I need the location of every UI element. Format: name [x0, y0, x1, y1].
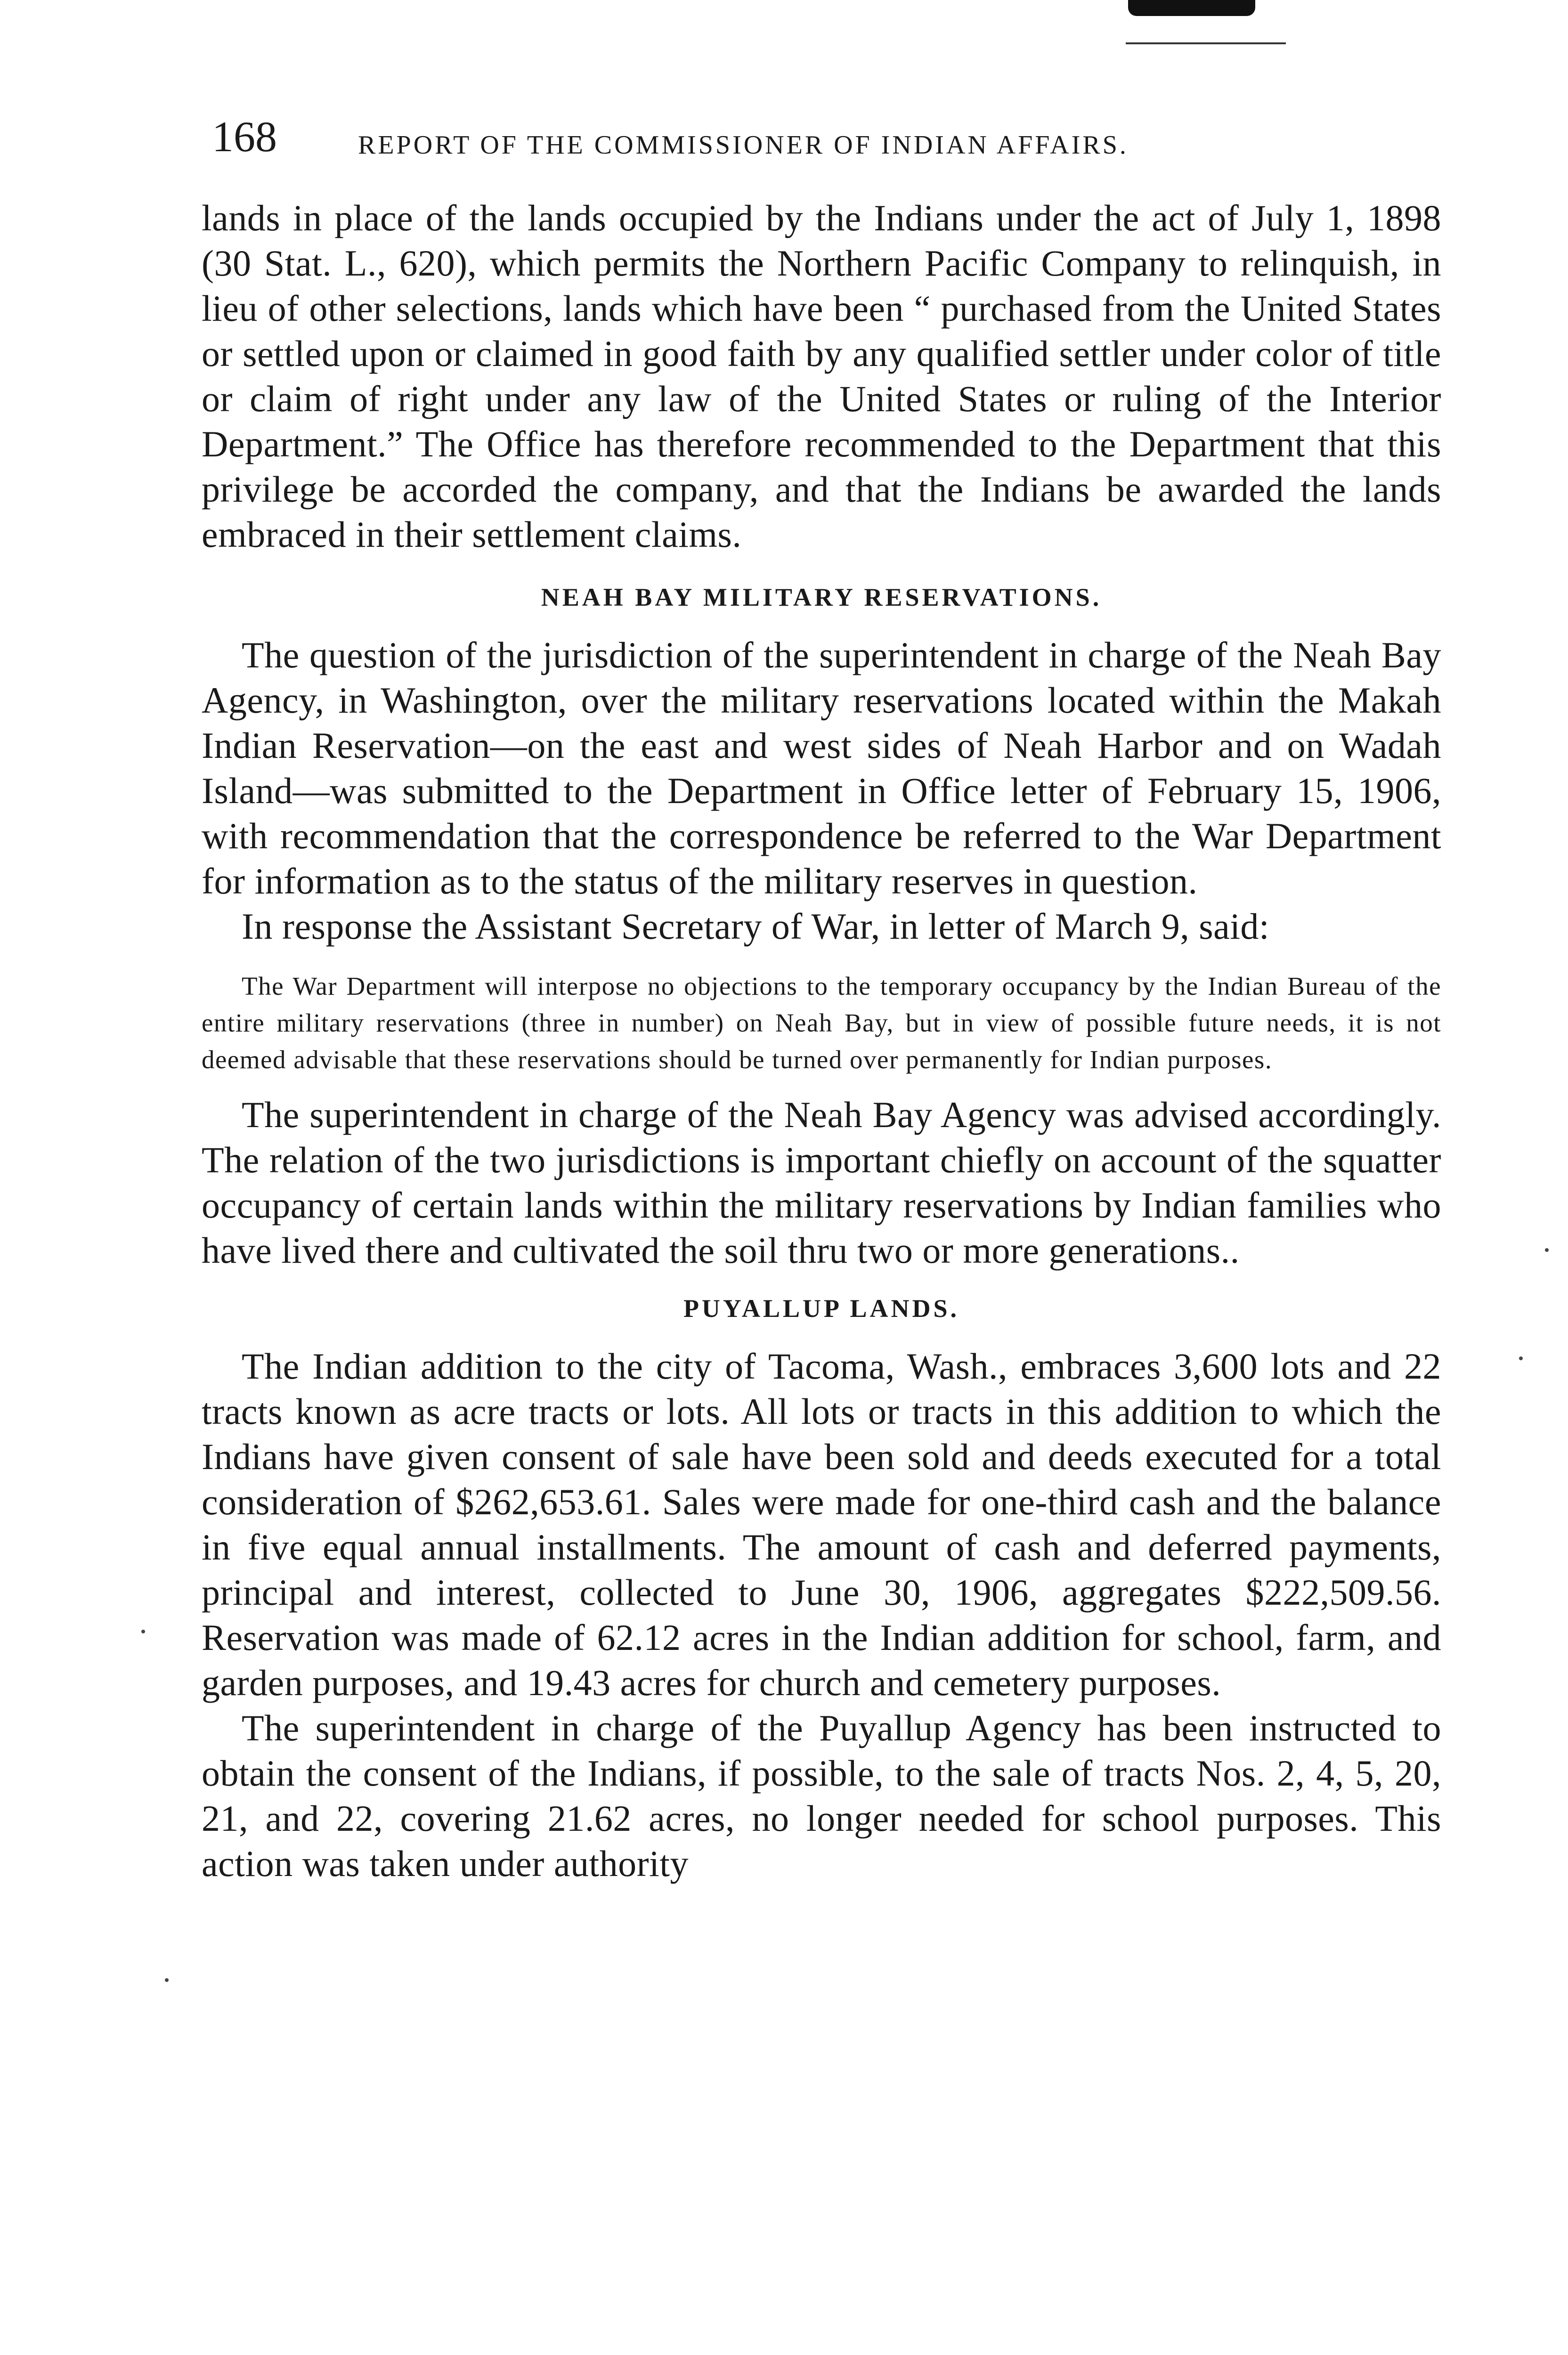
- paragraph-puyallup-agency: The superintendent in charge of the Puyallup Agency has been instructed to obtain the consent of the Indians, if possible, to the sale of tracts Nos. 2, 4, 5, 20, 21, and 22, covering 21.62 acres, no longer needed for school purposes. This action was taken under authority: [202, 1707, 1441, 1884]
- page-number: 168: [212, 113, 277, 161]
- section-heading-puyallup: PUYALLUP LANDS.: [683, 1294, 960, 1323]
- scan-edge-rule: [1126, 42, 1286, 44]
- page-body: [202, 195, 1441, 1886]
- section-heading-neah-bay: NEAH BAY MILITARY RESERVATIONS.: [541, 583, 1102, 611]
- paragraph-neah-bay-question: The question of the jurisdiction of the superintendent in charge of the Neah Bay Agency, in Washington, over the military reservations located within the Makah Indian Reservation—on the east and west sides of Neah Harbor and on Wadah Island—was submitted to the Department in Office letter of February 15, 1906, with recommendation that the correspondence be referred to the War Department for information as to the status of the military reserves in question.: [202, 634, 1441, 901]
- scan-speck: [141, 1630, 145, 1633]
- scan-speck: [1545, 1248, 1549, 1252]
- paragraph-tacoma-addition: The Indian addition to the city of Tacoma, Wash., embraces 3,600 lots and 22 tracts known as acre tracts or lots. All lots or tracts in this addition to which the Indians have given consent of sale have been sold and deeds executed for a total consideration of $262,653.61. Sales were made for one-third cash and the balance in five equal annual installments. The amount of cash and deferred payments, principal and interest, collected to June 30, 1906, aggregates $222,509.56. Reservation was made of 62.12 acres in the Indian addition for school, farm, and garden purposes, and 19.43 acres for church and cemetery purposes.: [202, 1346, 1441, 1703]
- scan-speck: [1519, 1356, 1523, 1360]
- block-quote-war-department: The War Department will interpose no objections to the temporary occupancy by the Indian Bureau of the entire military reservations (three in number) on Neah Bay, but in view of possible future needs, it is not deemed advisable that these reservations should be turned over permanently for Indian purposes.: [202, 972, 1441, 1074]
- running-head: REPORT OF THE COMMISSIONER OF INDIAN AFFAIRS.: [358, 130, 1129, 160]
- page-header: [212, 111, 1295, 172]
- paragraph-advised: The superintendent in charge of the Neah Bay Agency was advised accordingly. The relation of the two jurisdictions is important chiefly on account of the squatter occupancy of certain lands within the military reservations by Indian families who have lived there and cultivated the soil thru two or more generations..: [202, 1094, 1441, 1271]
- scan-speck: [165, 1978, 169, 1982]
- paragraph-response: In response the Assistant Secretary of War, in letter of March 9, said:: [242, 906, 1270, 947]
- scan-edge-mark: [1128, 0, 1255, 16]
- paragraph-continuation: lands in place of the lands occupied by the Indians under the act of July 1, 1898 (30 Stat. L., 620), which permits the Northern Pacific Company to relinquish, in lieu of other selections, lands which have been “ purchased from the United States or settled upon or claimed in good faith by any qualified settler under color of title or claim of right under any law of the United States or ruling of the Interior Department.” The Office has therefore recommended to the Department that this privilege be accorded the company, and that the Indians be awarded the lands embraced in their settlement claims.: [202, 197, 1441, 555]
